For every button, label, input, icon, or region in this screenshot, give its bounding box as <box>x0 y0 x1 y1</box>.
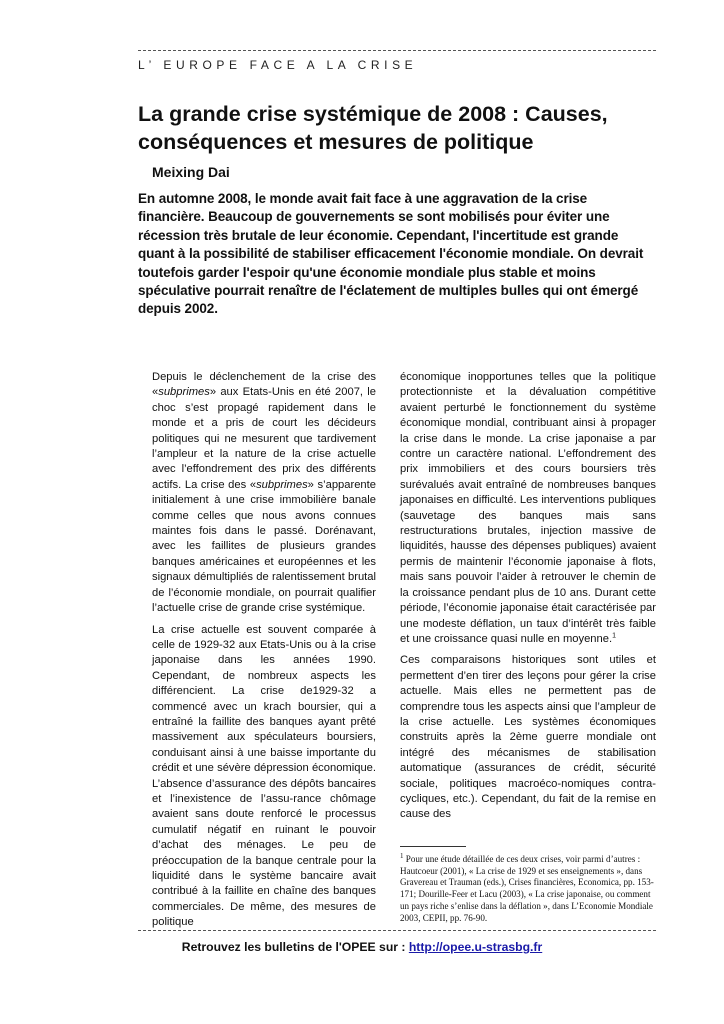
article-abstract: En automne 2008, le monde avait fait face à une aggravation de la crise financière. Beaucoup de gouvernements se sont mobilisés pour éviter une récession très brutale de leur économie. Cependant, l'incertitude est grande quant à la possibilité de stabiliser efficacement l'économie mondiale. On devrait toutefois garder l'espoir qu'une économie mondiale plus stable et moins spéculative pourrait renaître de l'éclatement de multiples bulles qui ont émergé depuis 2002. <box>138 191 644 317</box>
series-header: L’ EUROPE FACE A LA CRISE <box>138 58 418 72</box>
footnote-number: 1 <box>400 851 404 860</box>
paragraph: Depuis le déclenchement de la crise des «subprimes» aux Etats-Unis en été 2007, le choc s’est propagé rapidement dans le monde et a pris de court les décideurs politiques qui ne mesurent que tardivement l’ampleur et la nature de la crise actuelle avec l’effondrement des prix des différents actifs. La crise des «subprimes» s’apparente initialement à une crise immobilière banale comme celles que nous avons connues maintes fois dans le passé. Dorénavant, avec les faillites de plusieurs grandes banques américaines et européennes et les signaux démultipliés de ralentissement brutal de l’économie mondiale, on pourrait qualifier l’actuelle crise de grande crise systémique. <box>152 371 376 615</box>
article-title: La grande crise systémique de 2008 : Causes, conséquences et mesures de politique <box>138 102 608 154</box>
footnote-text: Pour une étude détaillée de ces deux crises, voir parmi d’autres : Hautcoeur (2001), « La crise de 1929 et ses enseignements », dans Gravereau et Trauman (eds.), Crises financières, Economica, pp. 153-171; Dourille-Feer et Lacu (2003), « La crise japonaise, ou comment un pays riche s’enlise dans la déflation », dans L’Economie Mondiale 2003, CEPII, pp. 76-90. <box>400 854 654 923</box>
body-column-left <box>152 370 376 937</box>
author-name: Meixing Dai <box>152 164 230 180</box>
body-column-right <box>400 370 656 829</box>
footnote <box>400 851 656 924</box>
footer-dotted-rule <box>138 930 656 931</box>
footnote-reference[interactable]: 1 <box>612 632 616 640</box>
paragraph: économique inopportunes telles que la politique protectionniste et la dévaluation compétitive avaient perturbé le fonctionnement du système économique mondial, contribuant ainsi à propager la crise dans le monde. La crise japonaise a par contre un caractère national. L’effondrement des prix immobiliers et des cours boursiers très surévalués avait entraîné de nombreuses banques japonaises en difficulté. Les interventions publiques (sauvetage des banques mais sans restructurations brutales, injection massive de liquidités, hausse des dépenses publiques) avaient permis de maintenir l’économie japonaise à flots, mais sans pouvoir l’aider à retrouver le chemin de la croissance pendant plus de 10 ans. Durant cette période, l’économie japonaise était caractérisée par une modeste déflation, un taux d’intérêt très faible et une croissance quasi nulle en moyenne.$^1$ <box>400 371 656 645</box>
paragraph: Ces comparaisons historiques sont utiles et permettent d’en tirer des leçons pour gérer la crise actuelle. Mais elles ne permettent pas de comprendre tous les aspects ainsi que l’ampleur de la crise actuelle. Les systèmes économiques construits après la 2ème guerre mondiale ont intégré des mécanismes de stabilisation automatique (assurances de crédit, sécurité sociale, politiques macroéco-nomiques contra-cycliques, etc.). Cependant, du fait de la remise en cause des <box>400 654 656 821</box>
paragraph: La crise actuelle est souvent comparée à celle de 1929-32 aux Etats-Unis ou à la crise japonaise dans les années 1990. Cependant, de nombreux aspects les différencient. La crise de1929-32 a commencé avec un krach boursier, qui a entraîné la faillite des banques ayant prêté massivement aux spéculateurs boursiers, conduisant ainsi à une baisse importante du crédit et une sévère dépression économique. L’absence d’assurance des dépôts bancaires et l’inexistence de l’assu-rance chômage avaient sans doute renforcé le processus cumulatif négatif en ruinant le pouvoir d’achat des ménages. Le peu de préoccupation de la banque centrale pour la liquidité dans le système bancaire avait contribué à la faillite en chaîne des banques commerciales. De même, des mesures de politique <box>152 623 376 929</box>
emphasis-subprimes: subprimes <box>256 478 308 491</box>
footer-text: Retrouvez les bulletins de l'OPEE sur : <box>181 940 406 954</box>
emphasis-subprimes: subprimes <box>158 386 210 399</box>
footnote-separator <box>400 846 466 847</box>
header-dotted-rule <box>138 50 656 51</box>
footer <box>0 940 724 954</box>
opee-website-link[interactable]: http://opee.u-strasbg.fr <box>408 940 543 954</box>
